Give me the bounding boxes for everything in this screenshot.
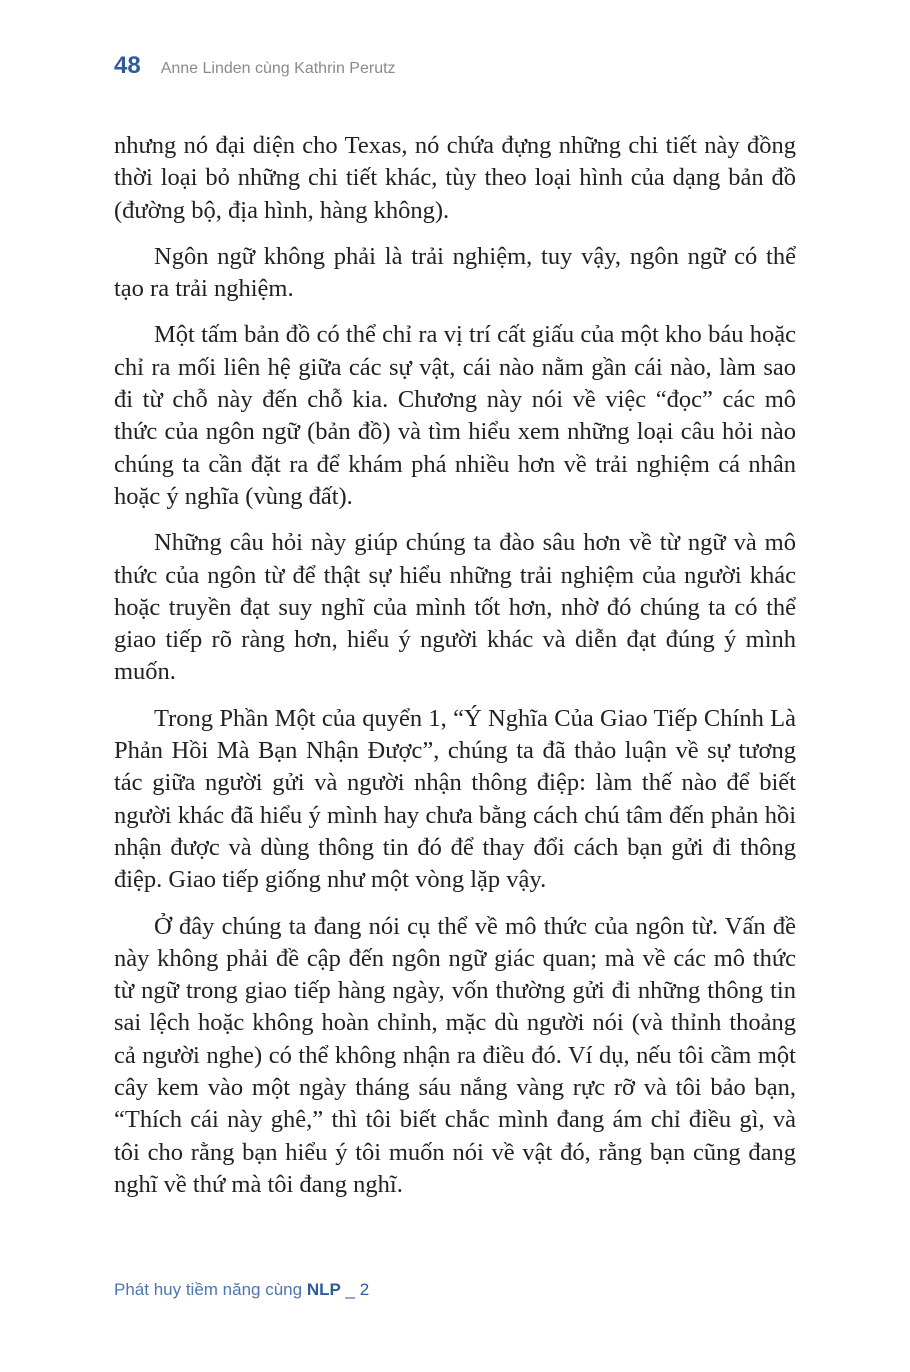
paragraph: Trong Phần Một của quyển 1, “Ý Nghĩa Của Giao Tiếp Chính Là Phản Hồi Mà Bạn Nhận Được”, chúng ta đã thảo luận về sự tương tác giữa người gửi và người nhận thông điệp: làm thế nào để biết người khác đã hiểu ý mình hay chưa bằng cách chú tâm đến phản hồi nhận được và dùng thông tin đó để thay đổi cách bạn gửi đi thông điệp. Giao tiếp giống như một vòng lặp vậy. (114, 704, 796, 894)
running-head (114, 52, 396, 80)
paragraph: Ngôn ngữ không phải là trải nghiệm, tuy vậy, ngôn ngữ có thể tạo ra trải nghiệm. (114, 242, 796, 303)
paragraph: Những câu hỏi này giúp chúng ta đào sâu hơn về từ ngữ và mô thức của ngôn từ để thật sự hiểu những trải nghiệm của người khác hoặc truyền đạt suy nghĩ của mình tốt hơn, nhờ đó chúng ta có thể giao tiếp rõ ràng hơn, hiểu ý người khác và diễn đạt đúng ý mình muốn. (114, 529, 796, 686)
page-number: 48 (114, 52, 141, 79)
body-text (114, 130, 796, 1215)
series-name: Phát huy tiềm năng cùng (114, 1280, 303, 1299)
series-brand: NLP (306, 1280, 341, 1299)
paragraph-continued: nhưng nó đại diện cho Texas, nó chứa đựng những chi tiết này đồng thời loại bỏ những chi tiết khác, tùy theo loại hình của dạng bản đồ (đường bộ, địa hình, hàng không). (114, 132, 796, 224)
series-footer (114, 1280, 369, 1300)
paragraph: Một tấm bản đồ có thể chỉ ra vị trí cất giấu của một kho báu hoặc chỉ ra mối liên hệ giữa các sự vật, cái nào nằm gần cái nào, làm sao đi từ chỗ này đến chỗ kia. Chương này nói về việc “đọc” các mô thức của ngôn ngữ (bản đồ) và tìm hiểu xem những loại câu hỏi nào chúng ta cần đặt ra để khám phá nhiều hơn về trải nghiệm cá nhân hoặc ý nghĩa (vùng đất). (114, 321, 796, 510)
paragraph: Ở đây chúng ta đang nói cụ thể về mô thức của ngôn từ. Vấn đề này không phải đề cập đến ngôn ngữ giác quan; mà về các mô thức từ ngữ trong giao tiếp hàng ngày, vốn thường gửi đi những thông tin sai lệch hoặc không hoàn chỉnh, mặc dù người nói (và thỉnh thoảng cả người nghe) có thể không nhận ra điều đó. Ví dụ, nếu tôi cầm một cây kem vào một ngày tháng sáu nắng vàng rực rỡ và tôi bảo bạn, “Thích cái này ghê,” thì tôi biết chắc mình đang ám chỉ điều gì, và tôi cho rằng bạn hiểu ý tôi muốn nói về vật đó, rằng bạn cũng đang nghĩ về thứ mà tôi đang nghĩ. (114, 912, 796, 1198)
running-title: Anne Linden cùng Kathrin Perutz (160, 60, 396, 77)
series-volume: _ 2 (345, 1280, 370, 1299)
